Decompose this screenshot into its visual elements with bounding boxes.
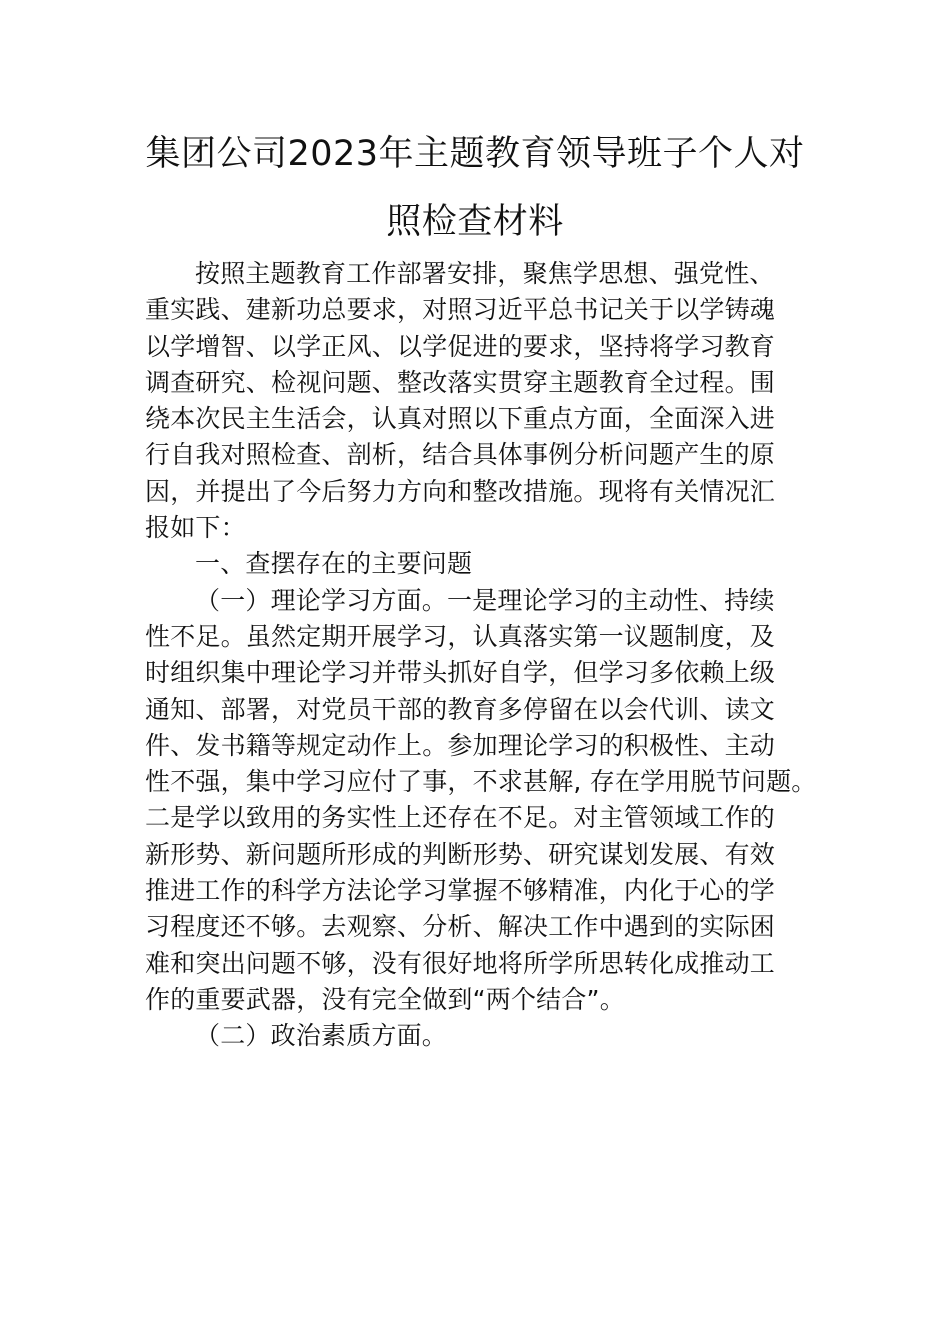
subsection-heading: （二）政治素质方面。 [195, 1021, 448, 1051]
body-line: 调查研究、检视问题、整改落实贯穿主题教育全过程。围 [145, 367, 776, 397]
document-title-line-1: 集团公司2023年主题教育领导班子个人对 [145, 134, 805, 174]
body-line: 时组织集中理论学习并带头抓好自学，但学习多依赖上级 [145, 658, 776, 688]
section-heading: 一、查摆存在的主要问题 [195, 549, 473, 579]
body-line: 新形势、新问题所形成的判断形势、研究谋划发展、有效 [145, 839, 776, 869]
body-line: 报如下： [145, 513, 246, 543]
body-line: 作的重要武器，没有完全做到“两个结合”。 [145, 984, 625, 1014]
body-line: 件、发书籍等规定动作上。参加理论学习的积极性、主动 [145, 730, 776, 760]
document-body [145, 256, 815, 1055]
body-line: 性不强，集中学习应付了事，不求甚解, 存在学用脱节问题。 [145, 767, 817, 797]
body-line: 习程度还不够。去观察、分析、解决工作中遇到的实际困 [145, 912, 776, 942]
body-line: 通知、部署，对党员干部的教育多停留在以会代训、读文 [145, 694, 776, 724]
body-line: 因，并提出了今后努力方向和整改措施。现将有关情况汇 [145, 476, 776, 506]
body-line: 推进工作的科学方法论学习掌握不够精准，内化于心的学 [145, 876, 776, 906]
body-line: 以学增智、以学正风、以学促进的要求，坚持将学习教育 [145, 331, 776, 361]
body-line: （一）理论学习方面。一是理论学习的主动性、持续 [195, 585, 775, 615]
body-line: 二是学以致用的务实性上还存在不足。对主管领域工作的 [145, 803, 776, 833]
body-line: 行自我对照检查、剖析，结合具体事例分析问题产生的原 [145, 440, 776, 470]
body-line: 按照主题教育工作部署安排，聚焦学思想、强党性、 [195, 259, 775, 288]
body-line: 重实践、建新功总要求，对照习近平总书记关于以学铸魂 [145, 295, 776, 325]
document-title-line-2: 照检查材料 [386, 202, 564, 242]
body-line: 绕本次民主生活会，认真对照以下重点方面，全面深入进 [145, 404, 776, 434]
body-line: 性不足。虽然定期开展学习，认真落实第一议题制度，及 [145, 621, 776, 651]
body-line: 难和突出问题不够，没有很好地将所学所思转化成推动工 [145, 948, 776, 978]
